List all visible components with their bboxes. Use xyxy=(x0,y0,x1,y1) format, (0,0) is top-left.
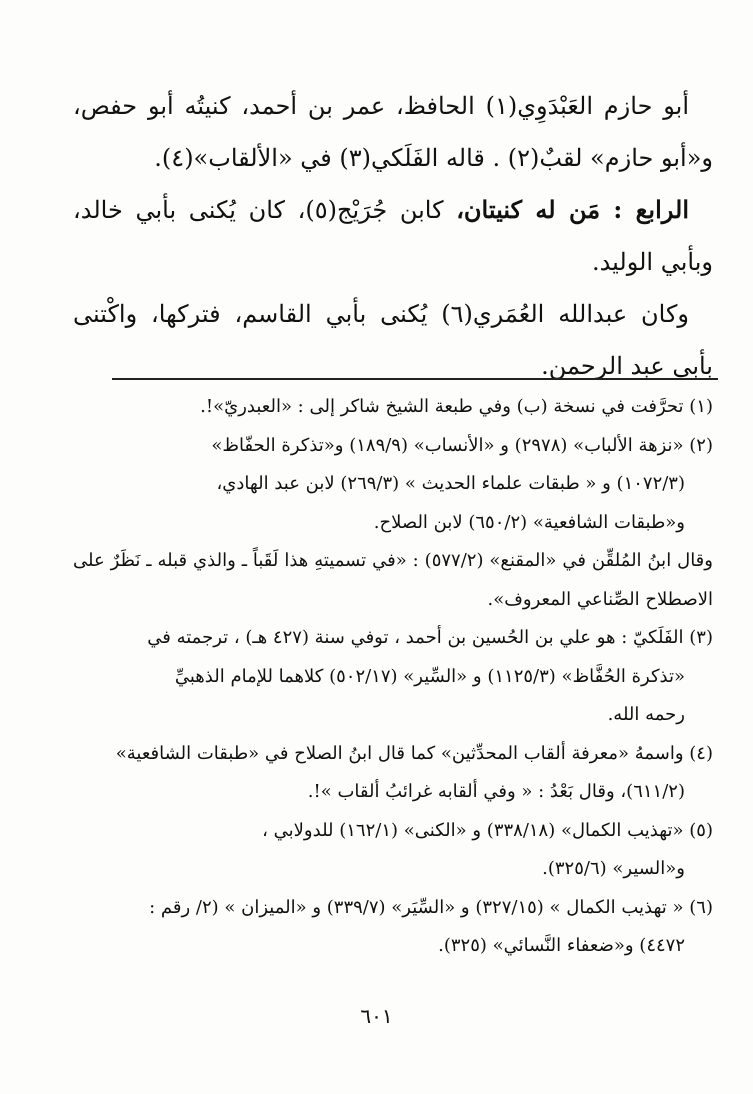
main-paragraph-3: وكان عبدالله العُمَري(٦) يُكنى بأبي القاسم، فتركها، واكْتنى بأبي عبد الرحمن. xyxy=(73,300,713,380)
footnote-5-line-1: (٥) «تهذيب الكمال» (٣٣٨/١٨) و «الكنى» (١٦٢/١) للدولابي ، xyxy=(262,819,713,841)
section-heading-fourth: الرابع : مَن له كنيتان، xyxy=(456,195,690,224)
footnote-3-line-3: رحمه الله. xyxy=(607,704,685,725)
footnote-5-line-2: و«السير» (٣٢٥/٦). xyxy=(542,858,685,879)
footnote-3-line-1: (٣) الفَلَكيّ : هو علي بن الحُسين بن أحمد ، توفي سنة (٤٢٧ هـ) ، ترجمته في xyxy=(147,627,713,648)
footnote-separator xyxy=(112,378,718,380)
footnote-2-comment: وقال ابنُ المُلقِّن في «المقنع» (٥٧٧/٢) : «في تسميتهِ هذا لَقَباً ـ والذي قبله ـ نَظَرٌ على الاصطلاح الصِّناعي المعروف». xyxy=(73,550,713,610)
main-paragraph-2 xyxy=(73,184,713,288)
main-text xyxy=(73,80,713,392)
footnote-6-line-2: ٤٤٧٢) و«ضعفاء النَّسائي» (٣٢٥). xyxy=(438,935,685,956)
footnote-4-line-2: (٦١١/٢)، وقال بَعْدُ : « وفي ألقابه غرائبُ ألقاب »!. xyxy=(307,781,685,802)
footnote-4-line-1: (٤) واسمهُ «معرفة ألقاب المحدِّثين» كما قال ابنُ الصلاح في «طبقات الشافعية» xyxy=(115,742,713,764)
main-paragraph-1: أبو حازم العَبْدَوِي(١) الحافظ، عمر بن أحمد، كنيتُه أبو حفص، و«أبو حازم» لقبٌ(٢) . قاله الفَلَكي(٣) في «الألقاب»(٤). xyxy=(73,92,713,172)
footnote-6-line-1: (٦) « تهذيب الكمال » (٣٢٧/١٥) و «السِّيَر» (٣٣٩/٧) و «الميزان » (٢/ رقم : xyxy=(149,896,713,918)
main-paragraph-2-text: كابن جُرَيْج(٥)، كان يُكنى بأبي خالد، وبأبي الوليد. xyxy=(73,196,713,276)
footnotes xyxy=(73,388,713,966)
footnote-2-line-3: و«طبقات الشافعية» (٦٥٠/٢) لابن الصلاح. xyxy=(373,511,685,533)
footnote-2-line-2: (١٠٧٢/٣) و « طبقات علماء الحديث » (٢٦٩/٣) لابن عبد الهادي، xyxy=(216,473,685,494)
footnote-3-line-2: «تذكرة الحُفَّاظ» (١١٢٥/٣) و «السِّير» (٥٠٢/١٧) كلاهما للإمام الذهبيِّ xyxy=(174,665,685,687)
footnote-2-line-1: (٢) «نزهة الألباب» (٢٩٧٨) و «الأنساب» (١٨٩/٩) و«تذكرة الحفّاظ» xyxy=(211,434,713,456)
page-number: ٦٠١ xyxy=(360,1004,393,1028)
footnote-1: (١) تحرَّفت في نسخة (ب) وفي طبعة الشيخ شاكر إلى : «العبدريّ»!. xyxy=(200,396,713,417)
